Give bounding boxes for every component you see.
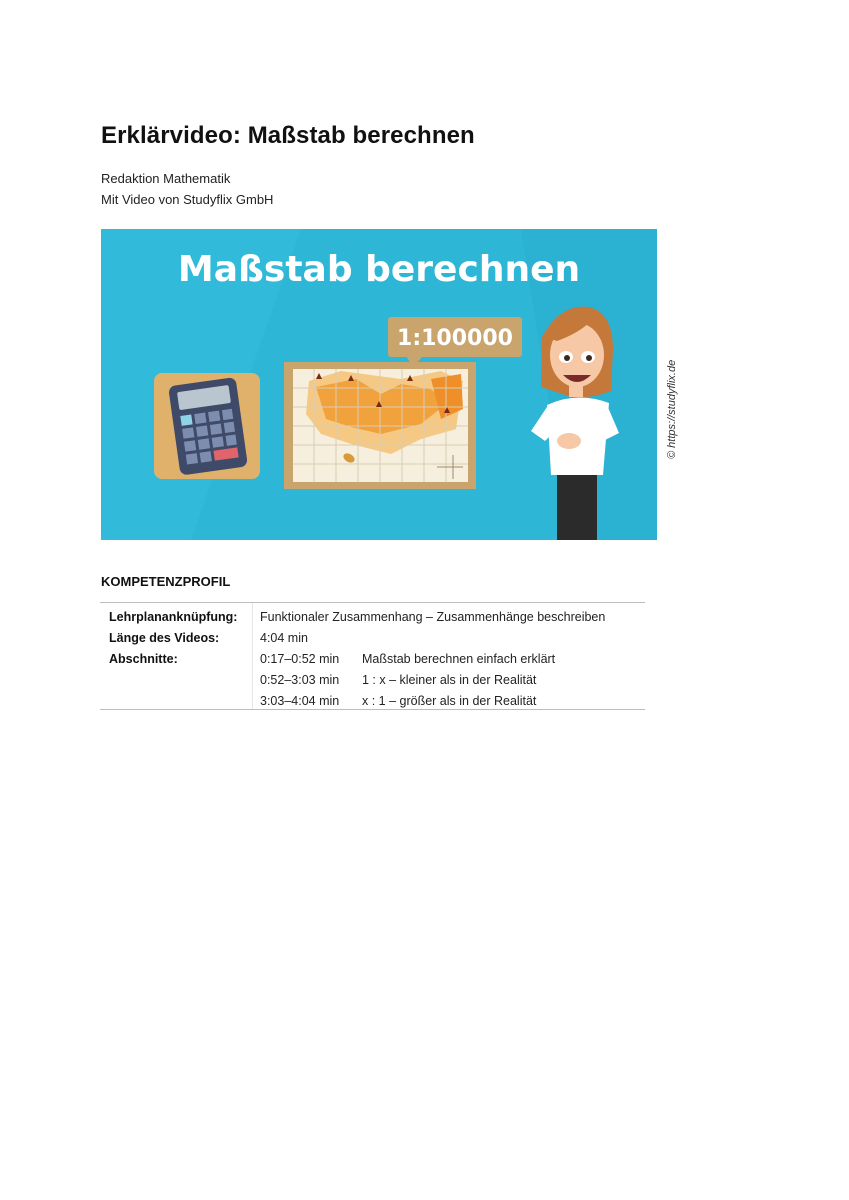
map-illustration (284, 362, 476, 489)
section-time: 3:03–4:04 min (260, 694, 340, 708)
section-description: 1 : x – kleiner als in der Realität (362, 673, 537, 687)
author-line: Redaktion Mathematik (101, 171, 231, 186)
page-title: Erklärvideo: Maßstab berechnen (101, 122, 475, 149)
section-time: 0:52–3:03 min (260, 673, 340, 687)
video-length-label: Länge des Videos: (109, 631, 220, 645)
scale-label: 1:100000 (397, 326, 513, 351)
calculator-icon (154, 373, 260, 479)
thumbnail-headline: Maßstab berechnen (177, 249, 581, 290)
section-description: Maßstab berechnen einfach erklärt (362, 652, 556, 666)
video-credit-line: Mit Video von Studyflix GmbH (101, 192, 274, 207)
curriculum-label: Lehrplananknüpfung: (109, 610, 238, 624)
video-thumbnail[interactable] (101, 229, 657, 540)
competence-profile-table (100, 602, 645, 710)
section-time: 0:17–0:52 min (260, 652, 340, 666)
column-divider (252, 603, 253, 709)
section-description: x : 1 – größer als in der Realität (362, 694, 537, 708)
competence-profile-heading: KOMPETENZPROFIL (101, 574, 231, 589)
video-length-value: 4:04 min (260, 631, 308, 645)
thumbnail-copyright: © https://studyflix.de (666, 359, 678, 459)
curriculum-value: Funktionaler Zusammenhang – Zusammenhänge beschreiben (260, 610, 606, 624)
sections-label: Abschnitte: (109, 652, 178, 666)
